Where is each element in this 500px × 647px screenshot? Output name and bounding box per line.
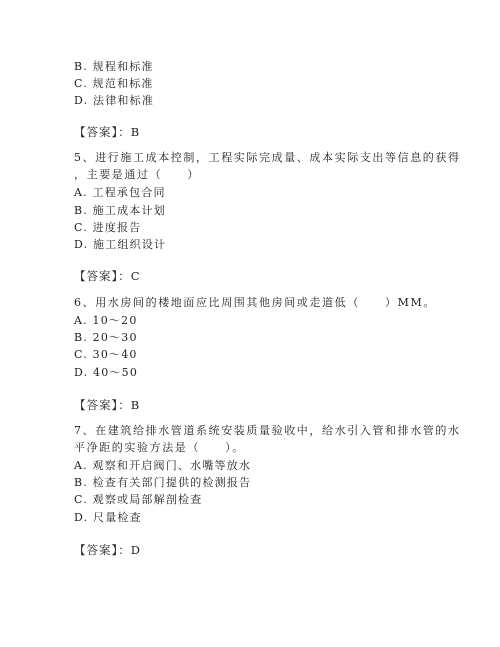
q6-option-c: C. 30～40 [74,348,138,361]
q4-option-d: D. 法律和标准 [74,94,155,107]
q5-option-b: B. 施工成本计划 [74,204,166,217]
q5-option-a: A. 工程承包合同 [74,186,166,199]
q6-stem-line-1: 6、用水房间的楼地面应比周围其他房间或走道低（ ）MM。 [74,296,436,309]
q7-option-d: D. 尺量检查 [74,511,142,524]
q5-stem-line-1: 5、进行施工成本控制，工程实际完成量、成本实际支出等信息的获得 [74,151,461,164]
q4-option-c: C. 规范和标准 [74,77,154,90]
q5-stem-line-2: ，主要是通过（ ） [74,168,200,181]
q5-option-d: D. 施工组织设计 [74,238,167,251]
q7-option-a: A. 观察和开启阀门、水嘴等放水 [74,459,252,472]
q4-answer: 【答案】：B [74,125,141,139]
q7-option-c: C. 观察或局部解剖检查 [74,493,203,506]
q6-answer: 【答案】：B [74,398,141,412]
q6-option-a: A. 10～20 [74,314,138,327]
q5-option-c: C. 进度报告 [74,221,142,234]
q7-stem-line-1: 7、在建筑给排水管道系统安装质量验收中，给水引入管和排水管的水 [74,424,461,437]
q7-answer: 【答案】：D [74,543,141,557]
q7-stem-line-2: 平净距的实验方法是（ ）。 [74,441,245,454]
q7-option-b: B. 检查有关部门提供的检测报告 [74,476,252,489]
q4-option-b: B. 规程和标准 [74,60,154,73]
q5-answer: 【答案】：C [74,269,141,283]
q6-option-d: D. 40～50 [74,366,139,379]
q6-option-b: B. 20～30 [74,331,138,344]
